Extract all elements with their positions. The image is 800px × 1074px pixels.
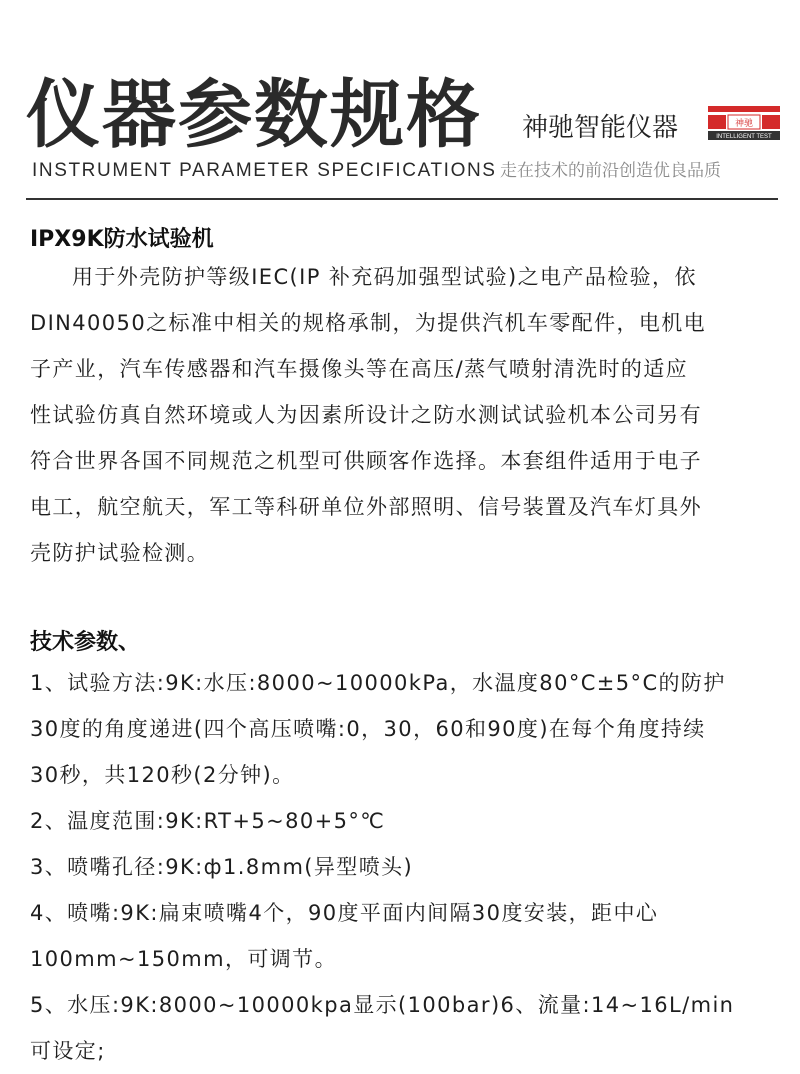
spec-line: 1、试验方法:9K:水压:8000~10000kPa，水温度80°C±5°C的防护 xyxy=(30,671,726,695)
brand-tagline: 走在技术的前沿创造优良品质 xyxy=(500,161,721,181)
spec-line: 4、喷嘴:9K:扁束喷嘴4个，90度平面内间隔30度安装，距中心 xyxy=(30,901,659,925)
specs-list xyxy=(30,660,780,1074)
spec-line: 3、喷嘴孔径:9K:ф1.8mm(异型喷头) xyxy=(30,855,414,879)
page-subtitle: INSTRUMENT PARAMETER SPECIFICATIONS xyxy=(32,160,497,181)
page-header xyxy=(0,0,800,200)
intro-line: 符合世界各国不同规范之机型可供顾客作选择。本套组件适用于电子 xyxy=(30,449,702,473)
logo-top-bar xyxy=(708,106,780,112)
intro-line: 电工，航空航天，军工等科研单位外部照明、信号装置及汽车灯具外 xyxy=(30,495,702,519)
logo-left-block xyxy=(708,115,726,129)
intro-heading: IPX9K防水试验机 xyxy=(30,227,214,252)
spec-line: 2、温度范围:9K:RT+5~80+5°℃ xyxy=(30,809,386,833)
spec-line: 30秒，共120秒(2分钟)。 xyxy=(30,763,295,787)
intro-line: 子产业，汽车传感器和汽车摄像头等在高压/蒸气喷射清洗时的适应 xyxy=(30,357,689,381)
logo-text: INTELLIGENT TEST xyxy=(716,134,772,140)
intro-line: 壳防护试验检测。 xyxy=(30,541,210,565)
spec-line: 可设定; xyxy=(30,1039,106,1063)
brand-name: 神驰智能仪器 xyxy=(522,113,679,143)
spec-line: 30度的角度递进(四个高压喷嘴:0，30，60和90度)在每个角度持续 xyxy=(30,717,706,741)
page-title: 仪器参数规格 xyxy=(26,72,482,158)
spec-line: 5、水压:9K:8000~10000kpa显示(100bar)6、流量:14~16L/min xyxy=(30,993,735,1017)
intro-line: DIN40050之标准中相关的规格承制，为提供汽机车零配件，电机电 xyxy=(30,311,707,335)
logo-mark: 神驰 xyxy=(734,119,754,129)
intro-line: 性试验仿真自然环境或人为因素所设计之防水测试试验机本公司另有 xyxy=(30,403,702,427)
spec-line: 100mm~150mm，可调节。 xyxy=(30,947,337,971)
header-divider xyxy=(26,198,778,200)
intro-paragraph xyxy=(30,254,780,576)
specs-heading: 技术参数、 xyxy=(30,630,141,655)
logo-right-block xyxy=(762,115,780,129)
company-logo xyxy=(708,106,780,140)
intro-line: 用于外壳防护等级IEC(IP 补充码加强型试验)之电产品检验，依 xyxy=(72,265,697,289)
